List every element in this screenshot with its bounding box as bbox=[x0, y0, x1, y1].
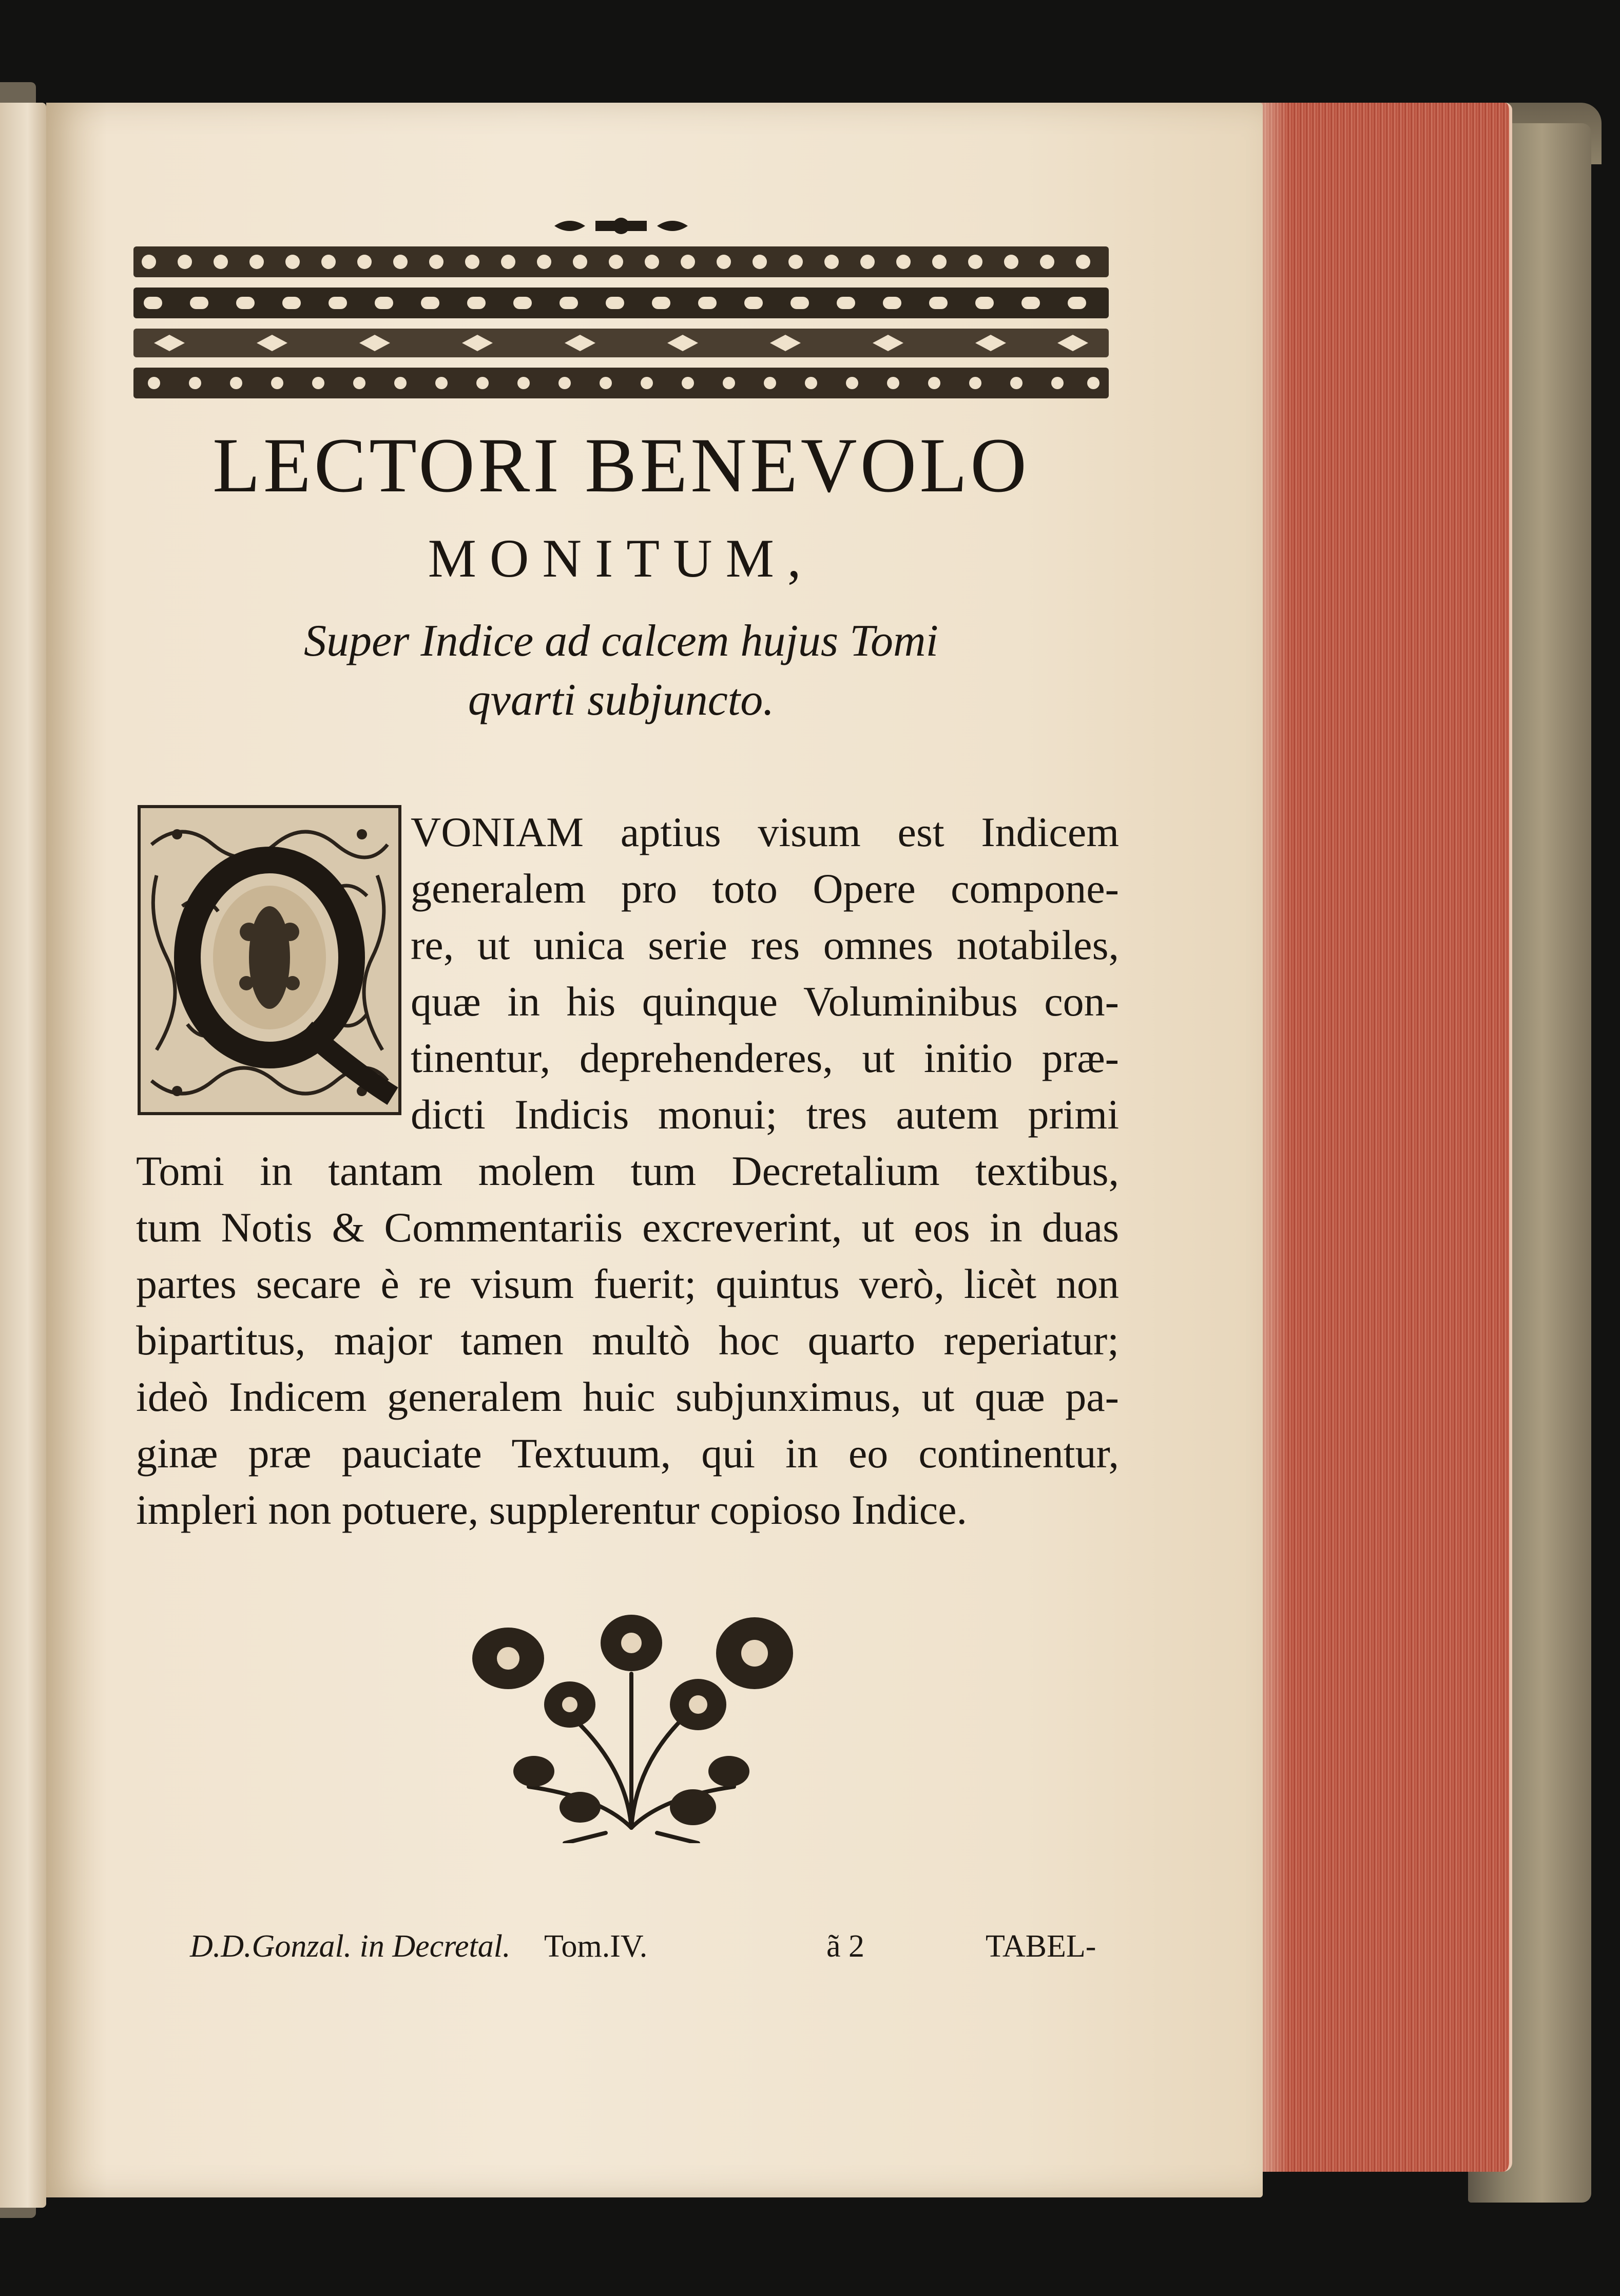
footer-signature-mark: ã 2 bbox=[826, 1929, 865, 1964]
body-line-5: tinentur, deprehenderes, ut initio præ- bbox=[411, 1035, 1119, 1081]
body-line-13: impleri non potuere, supplerentur copioso Indice. bbox=[136, 1486, 968, 1533]
body-line-3: re, ut unica serie res omnes notabiles, bbox=[411, 922, 1119, 968]
body-line-9: partes secare è re visum fuerit; quintus verò, licèt non bbox=[136, 1260, 1119, 1307]
body-line-8: tum Notis & Commentariis excreverint, ut eos in duas bbox=[136, 1204, 1119, 1251]
body-line-4: quæ in his quinque Voluminibus con- bbox=[411, 978, 1119, 1025]
footer-title: D.D.Gonzal. in Decretal. bbox=[190, 1929, 511, 1964]
body-line-10: bipartitus, major tamen multò hoc quarto reperiatur; bbox=[136, 1317, 1119, 1364]
footer-volume: Tom.IV. bbox=[544, 1929, 648, 1964]
body-line-2: generalem pro toto Opere compone- bbox=[411, 865, 1119, 912]
tailpiece-ornament-icon bbox=[452, 1602, 811, 1843]
headpiece-ornament-icon bbox=[133, 216, 1109, 406]
italic-heading-line-1: Super Indice ad calcem hujus Tomi bbox=[304, 616, 938, 666]
body-line-12: ginæ præ pauciate Textuum, qui in eo continentur, bbox=[136, 1430, 1119, 1477]
footer-catchword: TABEL- bbox=[986, 1929, 1096, 1964]
left-page-sliver bbox=[0, 103, 46, 2208]
italic-heading-line-2: qvarti subjuncto. bbox=[468, 675, 775, 725]
page-title: LECTORI BENEVOLO bbox=[213, 422, 1030, 508]
body-line-11: ideò Indicem generalem huic subjunximus, ut quæ pa- bbox=[136, 1373, 1119, 1420]
body-line-6: dicti Indicis monui; tres autem primi bbox=[411, 1091, 1119, 1138]
body-line-1: VONIAM aptius visum est Indicem bbox=[411, 809, 1119, 855]
foliate-initial-icon bbox=[136, 803, 403, 1117]
body-line-7: Tomi in tantam molem tum Decretalium textibus, bbox=[136, 1147, 1119, 1194]
drop-cap bbox=[136, 803, 403, 1117]
page-subtitle: MONITUM, bbox=[428, 528, 815, 588]
